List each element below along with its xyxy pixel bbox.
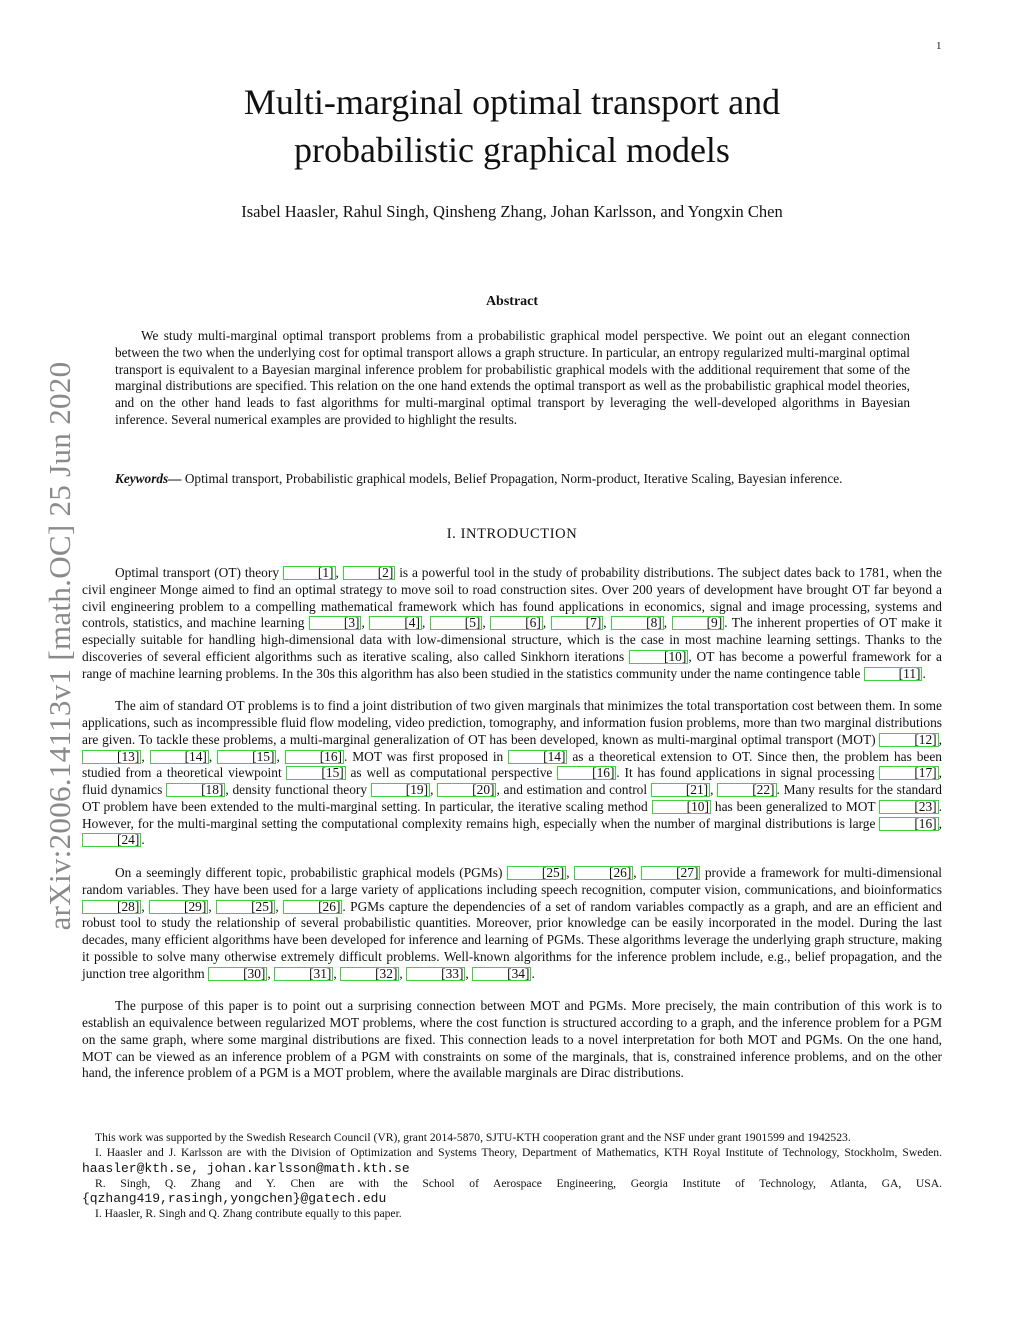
citation-link[interactable]: [9] [672, 616, 725, 630]
text-run: . [531, 965, 535, 981]
text-run: , [663, 615, 672, 631]
citation-link[interactable]: [30] [208, 967, 267, 981]
text-run: , fluid dynamics [82, 765, 942, 797]
text-run: has been generalized to MOT [710, 798, 880, 814]
text-run: R. Singh, Q. Zhang and Y. Chen are with the School of Aerospace Engineering, Georgia Institute of Technology, Atlanta, GA, USA. [95, 1176, 942, 1190]
citation-link[interactable]: [15] [286, 766, 345, 780]
text-run: . [141, 832, 145, 848]
citation-link[interactable]: [25] [216, 900, 275, 914]
citation-link[interactable]: [17] [879, 766, 938, 780]
text-run: , [421, 615, 430, 631]
text-run: . However, for the multi-marginal setting the computational complexity remains high, especially when the number of marginal distributions is large [82, 798, 942, 831]
text-run: The purpose of this paper is to point out a surprising connection between MOT and PGMs. More precisely, the main contribution of this work is to establish an equivalence between regularized MOT problems, where the cost function is structured according to a graph, and the inference problem for a PGM on the same graph, where some marginal distributions are fixed. This connection leads to a novel interpretation for both MOT and PGMs. On the one hand, MOT can be viewed as an inference problem of a PGM with constraints on some of the marginals, that is, constrained inference problems, and on the other hand, the inference problem of a PGM is a MOT problem, where the available marginals are Dirac distributions. [82, 998, 942, 1081]
text-run: , [267, 965, 275, 981]
text-run: as well as computational perspective [345, 765, 558, 781]
text-run: This work was supported by the Swedish Research Council (VR), grant 2014-5870, SJTU-KTH cooperation grant and the NSF under grant 1901599 and 1942523. [95, 1131, 851, 1144]
text-run: , [938, 731, 942, 747]
text-run: , [710, 782, 718, 797]
keywords-text: Optimal transport, Probabilistic graphical models, Belief Propagation, Norm-product, Iterative Scaling, Bayesian inference. [181, 471, 843, 486]
text-run: , [141, 898, 150, 914]
citation-link[interactable]: [10] [652, 800, 711, 814]
citation-link[interactable]: [26] [574, 866, 633, 880]
citation-link[interactable]: [15] [217, 750, 276, 764]
abstract-heading: Abstract [485, 294, 539, 309]
citation-link[interactable]: [8] [611, 616, 664, 630]
text-run: , [208, 748, 218, 764]
text-run: , and estimation and control [496, 782, 651, 797]
text-run: , [603, 615, 612, 631]
citation-link[interactable]: [1] [283, 566, 336, 580]
arxiv-identifier: arXiv:2006.14113v1 [math.OC] 25 Jun 2020 [42, 361, 77, 931]
keywords [115, 470, 945, 487]
intro-paragraph [82, 565, 942, 682]
citation-link[interactable]: [23] [879, 800, 938, 814]
citation-link[interactable]: [26] [283, 900, 342, 914]
citation-link[interactable]: [10] [629, 650, 688, 664]
citation-link[interactable]: [18] [166, 783, 225, 797]
citation-link[interactable]: [34] [472, 967, 531, 981]
text-run: Optimal transport (OT) theory [115, 565, 283, 580]
citation-link[interactable]: [6] [490, 616, 543, 630]
footnote [82, 1145, 942, 1176]
text-run: , [938, 815, 942, 831]
email-address: {qzhang419,rasingh,yongchen}@gatech.edu [82, 1191, 387, 1207]
intro-paragraph [82, 998, 942, 1082]
citation-link[interactable]: [24] [82, 833, 141, 847]
text-run: I. Haasler and J. Karlsson are with the Division of Optimization and Systems Theory, Department of Mathematics, KTH Royal Institute of Technology, Stockholm, Sweden. [95, 1146, 942, 1160]
citation-link[interactable]: [5] [430, 616, 483, 630]
text-run: . It has found applications in signal processing [616, 765, 880, 781]
footnotes [82, 1130, 942, 1222]
text-run: . MOT was first proposed in [344, 748, 509, 764]
citation-link[interactable]: [11] [864, 667, 923, 681]
text-run: . Many results for the standard OT problem have been extended to the multi-marginal setting. In particular, the iterative scaling method [82, 782, 942, 814]
text-run: , [333, 965, 341, 981]
text-run: , [276, 748, 285, 764]
citation-link[interactable]: [33] [406, 967, 465, 981]
citation-link[interactable]: [12] [879, 733, 938, 747]
citation-link[interactable]: [20] [437, 783, 496, 797]
text-run: , [275, 898, 284, 914]
text-run: , OT has become a powerful framework for a range of machine learning problems. In the 30s this algorithm has also been studied in the statistics community under the name contingence table [82, 648, 942, 681]
citation-link[interactable]: [25] [507, 866, 566, 880]
text-run: . PGMs capture the dependencies of a set of random variables compactly as a graph, and are an efficient and robust tool to study the relationship of several probabilistic quantities. Moreover, prior knowledge can be easily incorporated in the model. During the last decades, many efficient algorithms have been developed for inference and learning of PGMs. These algorithms leverage the underlying graph structure, making it possible to solve many otherwise extremely difficult problems. Well-known algorithms for the inference problem include, e.g., belief propagation, and the junction tree algorithm [82, 898, 942, 981]
introduction-body [82, 565, 942, 1098]
citation-link[interactable]: [22] [717, 783, 776, 797]
citation-link[interactable]: [14] [150, 750, 209, 764]
citation-link[interactable]: [7] [551, 616, 604, 630]
citation-link[interactable]: [32] [340, 967, 399, 981]
text-run: , [361, 615, 370, 631]
paper-title: Multi-marginal optimal transport and probabilistic graphical models [243, 82, 781, 170]
text-run: , [566, 865, 574, 880]
keywords-label: Keywords— [115, 471, 182, 486]
footnote [82, 1206, 942, 1221]
citation-link[interactable]: [2] [343, 566, 396, 580]
footnote [82, 1176, 942, 1207]
text-run: On a seemingly different topic, probabilistic graphical models (PGMs) [115, 865, 507, 880]
text-run: , [633, 865, 642, 880]
author-list: Isabel Haasler, Rahul Singh, Qinsheng Zhang, Johan Karlsson, and Yongxin Chen [241, 202, 783, 221]
text-run: , [399, 965, 407, 981]
text-run: is a powerful tool in the study of probability distributions. The subject dates back to 1781, when the civil engineer Monge aimed to find an optimal strategy to move soil to road construction sites. Over 200 years of development have brought OT far beyond a civil engineering problem to a compelling mathematical framework which has found applications in economics, signal and image processing, systems and controls, statistics, and machine learning [82, 565, 942, 631]
text-run: , density functional theory [225, 782, 371, 797]
citation-link[interactable]: [27] [641, 866, 700, 880]
text-run: , [542, 615, 551, 631]
citation-link[interactable]: [29] [149, 900, 208, 914]
footnote [82, 1130, 942, 1145]
citation-link[interactable]: [16] [879, 817, 938, 831]
citation-link[interactable]: [14] [508, 750, 567, 764]
section-heading-introduction: I. INTRODUCTION [446, 526, 578, 542]
text-run: , [482, 615, 491, 631]
intro-paragraph [82, 698, 942, 849]
abstract-text: We study multi-marginal optimal transport problems from a probabilistic graphical model perspective. We point out an elegant connection between the two when the underlying cost for optimal transport allows a graph structure. In particular, an entropy regularized multi-marginal optimal transport is equivalent to a Bayesian marginal inference problem for probabilistic graphical models with the additional requirement that some of the marginal distributions are specified. This relation on the one hand extends the optimal transport as well as the probabilistic graphical model theories, and on the other hand leads to fast algorithms for multi-marginal optimal transport by leveraging the well-developed algorithms in Bayesian inference. Several numerical examples are provided to highlight the results. [115, 328, 910, 427]
text-run: , [208, 898, 217, 914]
page-number: 1 [936, 40, 942, 52]
citation-link[interactable]: [21] [651, 783, 710, 797]
citation-link[interactable]: [13] [82, 750, 141, 764]
text-run: , [141, 748, 150, 764]
citation-link[interactable]: [19] [371, 783, 430, 797]
text-run: . [922, 665, 926, 681]
text-run: , [335, 565, 343, 580]
citation-link[interactable]: [31] [274, 967, 333, 981]
text-run: I. Haasler, R. Singh and Q. Zhang contribute equally to this paper. [95, 1207, 402, 1221]
text-run: . The inherent properties of OT make it especially suitable for handling high-dimensional data with low-dimensional structure, which is the case in most machine learning settings. Thanks to the discoveries of several efficient algorithms such as iterative scaling, also called Sinkhorn iterations [82, 615, 943, 664]
citation-link[interactable]: [16] [285, 750, 344, 764]
text-run: The aim of standard OT problems is to find a joint distribution of two given marginals that minimizes the total transportation cost between them. In some applications, such as incompressible fluid flow modeling, video prediction, tomography, and information fusion problems, more than two marginal distributions are given. To tackle these problems, a multi-marginal generalization of OT has been developed, known as multi-marginal optimal transport (MOT) [82, 698, 942, 747]
text-run: , [430, 782, 438, 797]
citation-link[interactable]: [3] [309, 616, 362, 630]
text-run: provide a framework for multi-dimensional random variables. They have been used for a large variety of applications including speech recognition, computer vision, communications, and bioinformatics [82, 865, 942, 897]
citation-link[interactable]: [4] [369, 616, 422, 630]
citation-link[interactable]: [28] [82, 900, 141, 914]
intro-paragraph [82, 865, 942, 982]
text-run: as a theoretical extension to OT. Since then, the problem has been studied from a theoretical viewpoint [82, 748, 942, 781]
citation-link[interactable]: [16] [557, 766, 616, 780]
email-address: haasler@kth.se, johan.karlsson@math.kth.se [82, 1160, 410, 1176]
text-run: , [465, 965, 473, 981]
